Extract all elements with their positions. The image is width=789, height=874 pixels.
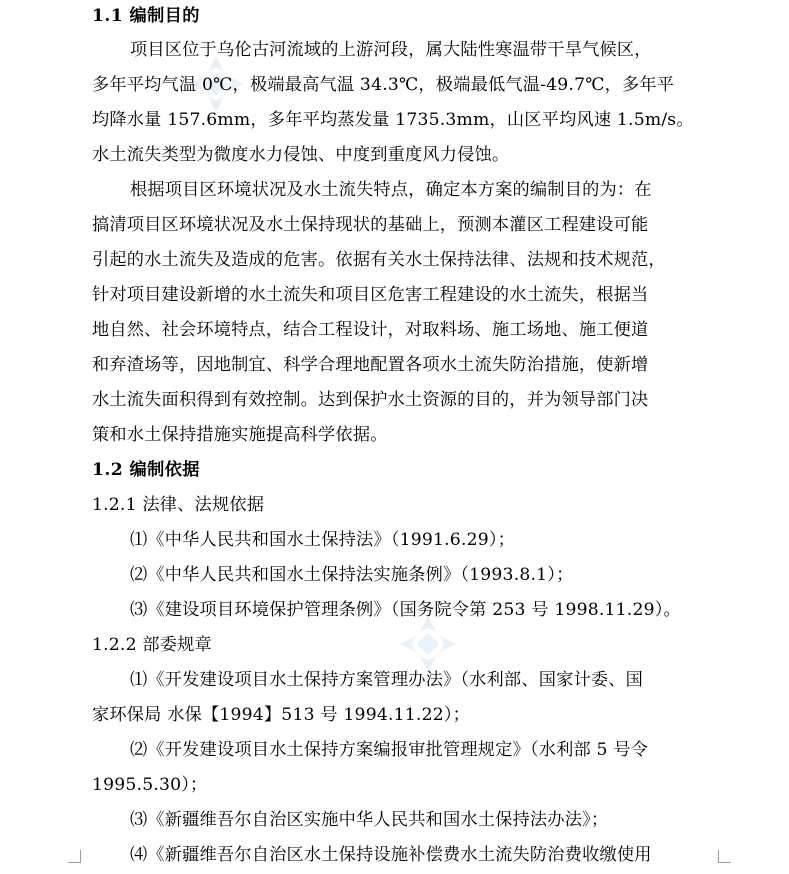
list-item: ⑵《开发建设项目水土保持方案编报审批管理规定》（水利部 5 号令 xyxy=(130,740,649,760)
paragraph-line: 地自然、社会环境特点，结合工程设计，对取料场、施工场地、施工便道 xyxy=(92,320,649,340)
paragraph-line: 项目区位于乌伦古河流域的上游河段，属大陆性寒温带干旱气候区， xyxy=(130,40,652,60)
paragraph-line: 针对项目建设新增的水土流失和项目区危害工程建设的水土流失，根据当 xyxy=(92,285,649,305)
list-item: ⑶《新疆维吾尔自治区实施中华人民共和国水土保持法办法》； xyxy=(130,810,609,830)
list-item-continuation: 家环保局 水保【1994】513 号 1994.11.22）； xyxy=(92,705,471,725)
subsection-heading-1-2-1: 1.2.1 法律、法规依据 xyxy=(92,495,265,515)
paragraph-line: 水土流失面积得到有效控制。达到保护水土资源的目的，并为领导部门决 xyxy=(92,390,649,410)
paragraph-line: 根据项目区环境状况及水土流失特点，确定本方案的编制目的为：在 xyxy=(130,180,652,200)
paragraph-line: 搞清项目区环境状况及水土保持现状的基础上，预测本灌区工程建设可能 xyxy=(92,215,649,235)
paragraph-line: 和弃渣场等，因地制宜、科学合理地配置各项水土流失防治措施，使新增 xyxy=(92,355,649,375)
section-heading-1-2: 1.2 编制依据 xyxy=(92,460,200,480)
paragraph-line: 均降水量 157.6mm，多年平均蒸发量 1735.3mm，山区平均风速 1.5m/s。 xyxy=(92,110,694,130)
list-item: ⑴《开发建设项目水土保持方案管理办法》（水利部、国家计委、国 xyxy=(130,670,644,690)
paragraph-line: 引起的水土流失及造成的危害。依据有关水土保持法律、法规和技术规范， xyxy=(92,250,666,270)
page-corner-mark xyxy=(68,850,81,863)
list-item: ⑶《建设项目环境保护管理条例》（国务院令第 253 号 1998.11.29）。 xyxy=(130,600,681,620)
list-item: ⑵《中华人民共和国水土保持法实施条例》（1993.8.1）； xyxy=(130,565,574,585)
list-item: ⑷《新疆维吾尔自治区水土保持设施补偿费水土流失防治费收缴使用 xyxy=(130,845,652,865)
list-item: ⑴《中华人民共和国水土保持法》（1991.6.29）； xyxy=(130,530,516,550)
page-corner-mark xyxy=(718,850,731,863)
paragraph-line: 水土流失类型为微度水力侵蚀、中度到重度风力侵蚀。 xyxy=(92,145,510,165)
section-heading-1-1: 1.1 编制目的 xyxy=(92,6,200,26)
list-item-continuation: 1995.5.30）； xyxy=(92,775,208,795)
paragraph-line: 多年平均气温 0℃，极端最高气温 34.3℃，极端最低气温-49.7℃，多年平 xyxy=(92,75,675,95)
subsection-heading-1-2-2: 1.2.2 部委规章 xyxy=(92,635,212,655)
paragraph-line: 策和水土保持措施实施提高科学依据。 xyxy=(92,425,388,445)
